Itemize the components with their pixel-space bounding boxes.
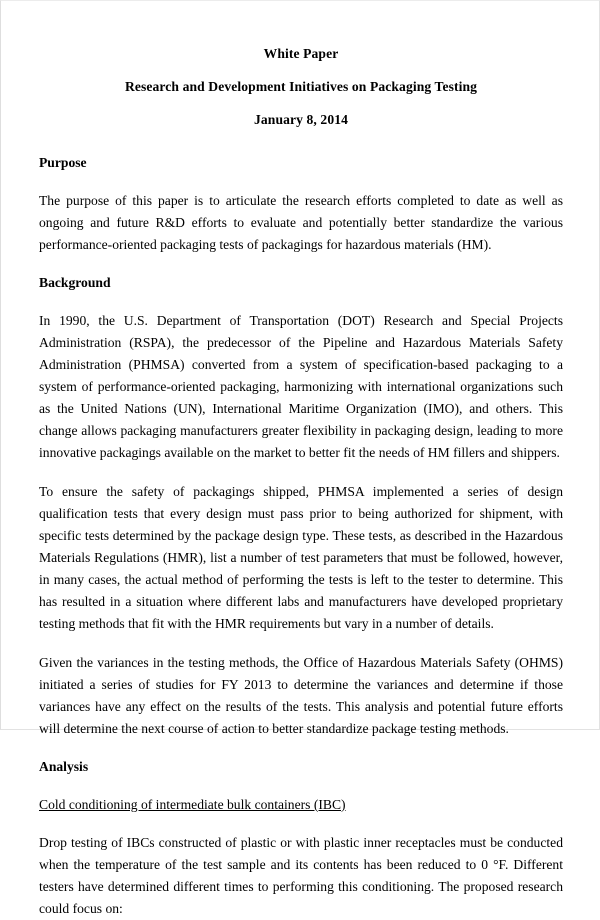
spacer-background-heading xyxy=(39,294,563,310)
paragraph-analysis: Drop testing of IBCs constructed of plastic or with plastic inner receptacles must be conducted when the temperature of the test sample and its contents has been reduced to 0 °F. Different testers have determined different times to performing this conditioning. The proposed research could focus on: xyxy=(39,835,563,916)
section-heading-analysis: Analysis xyxy=(39,759,89,774)
document-content xyxy=(39,1,563,920)
spacer-before-background xyxy=(39,256,563,272)
section-heading-background: Background xyxy=(39,275,111,290)
spacer-purpose-heading xyxy=(39,174,563,190)
spacer-background-2-3 xyxy=(39,635,563,652)
spacer-subheading xyxy=(39,816,563,832)
paragraph-background-2: To ensure the safety of packagings shipped, PHMSA implemented a series of design qualification tests that every design must pass prior to being authorized for shipment, with specific tests determined by the package design type. These tests, as described in the Hazardous Materials Regulations (HMR), list a number of test parameters that must be followed, however, in many cases, the actual method of performing the tests is left to the tester to determine. This has resulted in a situation where different labs and manufacturers have developed proprietary testing methods that fit with the HMR requirements but vary in a number of details. xyxy=(39,484,563,631)
document-subtitle: Research and Development Initiatives on Packaging Testing xyxy=(124,79,478,94)
paragraph-background-3: Given the variances in the testing methods, the Office of Hazardous Materials Safety (OHMS) initiated a series of studies for FY 2013 to determine the variances and determine if those variances have any effect on the results of the tests. This analysis and potential future efforts will determine the next course of action to better standardize package testing methods. xyxy=(39,655,563,736)
subheading-cold-conditioning: Cold conditioning of intermediate bulk containers (IBC) xyxy=(39,797,346,812)
title-block xyxy=(39,1,563,131)
paragraph-purpose: The purpose of this paper is to articulate the research efforts completed to date as well as ongoing and future R&D efforts to evaluate and potentially better standardize the various performance-oriented packaging tests of packagings for hazardous materials (HM). xyxy=(39,193,563,252)
document-title: White Paper xyxy=(263,46,339,61)
spacer-before-analysis xyxy=(39,740,563,756)
spacer-background-1-2 xyxy=(39,464,563,481)
paragraph-background-1: In 1990, the U.S. Department of Transportation (DOT) Research and Special Projects Administration (RSPA), the predecessor of the Pipeline and Hazardous Materials Safety Administration (PHMSA) converted from a system of specification-based packaging to a system of performance-oriented packaging, harmonizing with international organizations such as the United Nations (UN), International Maritime Organization (IMO), and others. This change allows packaging manufacturers greater flexibility in packaging design, leading to more innovative packagings available on the market to better fit the needs of HM fillers and shippers. xyxy=(39,313,563,460)
spacer-after-title xyxy=(39,131,563,152)
document-date: January 8, 2014 xyxy=(253,112,349,127)
spacer-analysis-heading xyxy=(39,778,563,794)
section-heading-purpose: Purpose xyxy=(39,155,87,170)
